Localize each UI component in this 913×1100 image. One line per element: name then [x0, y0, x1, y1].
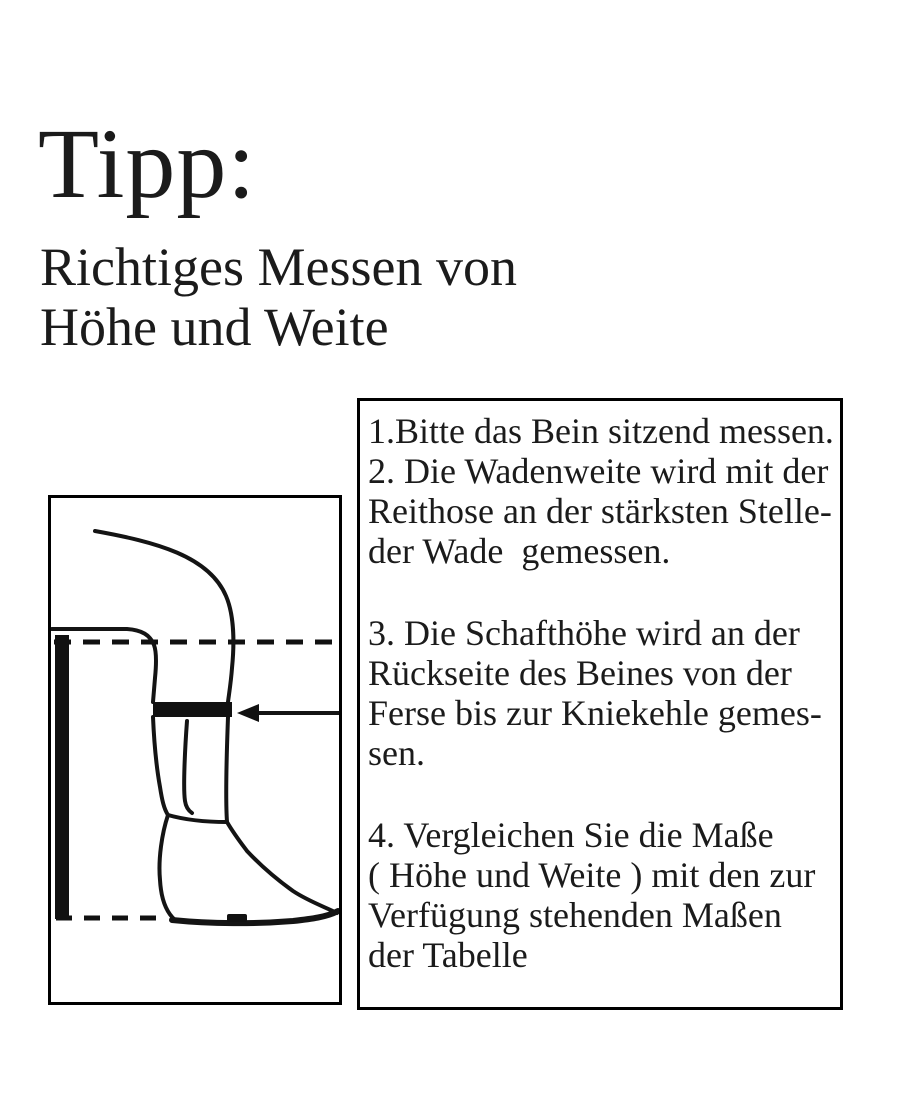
instruction-line: Rückseite des Beines von der — [368, 653, 792, 693]
instruction-line: Reithose an der stärksten Stelle- — [368, 491, 832, 531]
calf-arrow-icon — [237, 704, 259, 722]
instruction-paragraph-1-2 — [368, 411, 834, 571]
instruction-line: der Tabelle — [368, 935, 528, 975]
sole-outline — [172, 911, 338, 923]
instruction-line: der Wade gemessen. — [368, 531, 671, 571]
instruction-line: 3. Die Schafthöhe wird an der — [368, 613, 800, 653]
instruction-line: 2. Die Wadenweite wird mit der — [368, 451, 829, 491]
page-subtitle — [40, 237, 517, 357]
sole-notch — [227, 914, 247, 922]
instruction-line: Verfügung stehenden Maßen — [368, 895, 782, 935]
calf-back-outline — [153, 717, 168, 815]
heel-outline — [159, 815, 175, 920]
shin-front-outline — [226, 717, 228, 822]
page-title: Tipp: — [38, 108, 257, 219]
thigh-outline — [95, 531, 233, 702]
ankle-crease-line — [168, 815, 227, 822]
instruction-line: 1.Bitte das Bein sitzend messen. — [368, 411, 834, 451]
instep-outline — [227, 822, 337, 913]
subtitle-line-1: Richtiges Messen von — [40, 237, 517, 297]
instruction-paragraph-3 — [368, 613, 834, 773]
instruction-line: Ferse bis zur Kniekehle gemes- — [368, 693, 822, 733]
instructions-box — [357, 398, 843, 1010]
instruction-line: sen. — [368, 733, 425, 773]
leg-diagram — [51, 498, 339, 1002]
leg-measurement-figure — [48, 495, 342, 1005]
instruction-paragraph-4 — [368, 815, 834, 975]
height-ruler-bar — [55, 635, 69, 919]
instruction-line: 4. Vergleichen Sie die Maße — [368, 815, 774, 855]
calf-width-band — [153, 702, 232, 717]
subtitle-line-2: Höhe und Weite — [40, 297, 389, 357]
instruction-line: ( Höhe und Weite ) mit den zur — [368, 855, 816, 895]
calf-muscle-line — [184, 721, 192, 813]
